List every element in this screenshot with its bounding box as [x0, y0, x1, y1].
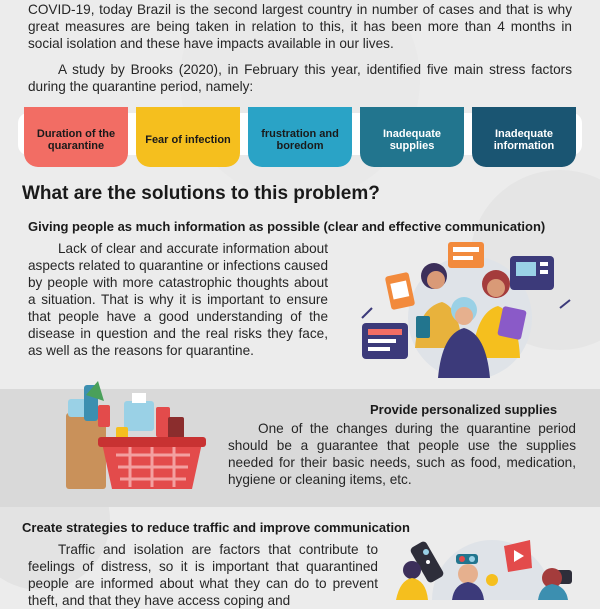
intro-paragraph: COVID-19, today Brazil is the second largest country in number of cases and that is why great measures are being taken in relation to this, it has been more than 4 months in social isolation and these have impacts available in our lives.	[28, 2, 572, 51]
stress-factor-label: Inadequate information	[493, 128, 555, 152]
solution-1-title: Giving people as much information as possible (clear and effective communication)	[28, 219, 546, 234]
entertainment-media-icon	[392, 536, 582, 600]
grocery-basket-icon	[58, 381, 208, 501]
people-reading-information-icon	[360, 238, 582, 378]
solution-1-text: Lack of clear and accurate information about aspects related to quarantine or infections caused by people with more catastrophic thoughts about a situation. That is why it is important to ensure that people have a good understanding of the disease in question and the real risks they face, as well as the reasons for quarantine.	[28, 241, 329, 358]
solution-3-text: Traffic and isolation are factors that contribute to feelings of distress, so it is important that quarantined people are informed about what they can do to prevent theft, and that they have access coping and	[28, 542, 378, 608]
stress-factor-label: Duration of the quarantine	[36, 128, 116, 152]
stress-factor-card	[360, 107, 464, 167]
solution-2-text: One of the changes during the quarantine period should be a guarantee that people use the supplies needed for their basic needs, such as food, medication, hygiene or cleaning items, etc.	[228, 421, 576, 487]
stress-factor-card	[24, 107, 128, 167]
stress-factor-label: Fear of infection	[145, 134, 231, 146]
stress-factor-label: Inadequate supplies	[382, 128, 442, 152]
solution-3-title: Create strategies to reduce traffic and improve communication	[22, 520, 410, 535]
stress-factor-card	[136, 107, 240, 167]
intro-study-paragraph: A study by Brooks (2020), in February this year, identified five main stress factors during the quarantine period, namely:	[28, 62, 572, 94]
stress-factor-card	[248, 107, 352, 167]
stress-factor-label: frustration and boredom	[261, 128, 339, 152]
solutions-heading: What are the solutions to this problem?	[22, 183, 380, 204]
solution-2-title: Provide personalized supplies	[370, 402, 558, 417]
stress-factor-card	[472, 107, 576, 167]
stress-factor-cards	[18, 107, 582, 169]
